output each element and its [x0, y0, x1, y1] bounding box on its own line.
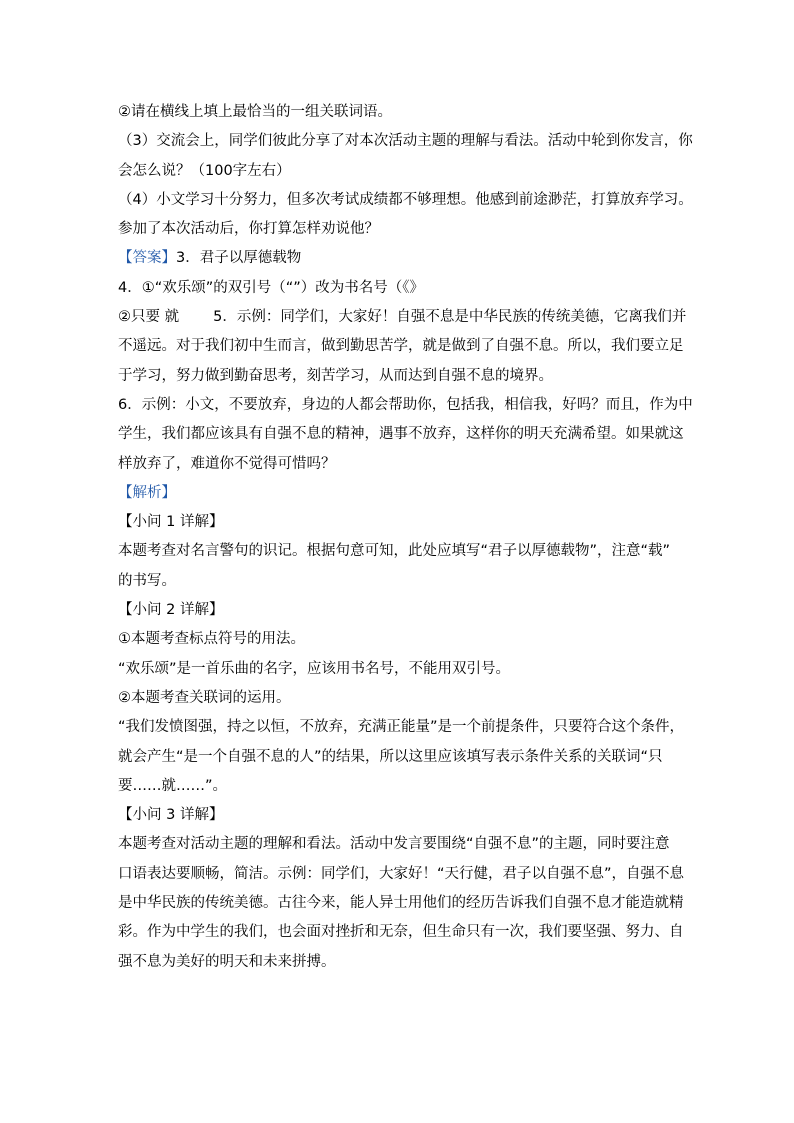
answer-text: 5．示例：同学们，大家好！自强不息是中华民族的传统美德，它离我们并: [213, 309, 687, 326]
answer-line: 6．示例：小文，不要放弃，身边的人都会帮助你，包括我，相信我，好吗？而且，作为中: [118, 396, 693, 413]
answer-line: 学生，我们都应该具有自强不息的精神，遇事不放弃，这样你的明天充满希望。如果就这: [118, 426, 684, 443]
question-line: 会怎么说？（100字左右）: [118, 162, 291, 179]
analysis-line: ①本题考查标点符号的用法。: [118, 631, 305, 648]
analysis-line: 的书写。: [118, 572, 176, 589]
analysis-tag: 【解析】: [118, 484, 176, 501]
analysis-line: 本题考查对名言警句的识记。根据句意可知，此处应填写“君子以厚德载物”，注意“载”: [118, 543, 671, 560]
analysis-line: 彩。作为中学生的我们，也会面对挫折和无奈，但生命只有一次，我们要坚强、努力、自: [118, 924, 684, 941]
question-line: 参加了本次活动后，你打算怎样劝说他？: [118, 221, 379, 238]
sub2-heading: 【小问 2 详解】: [118, 602, 224, 619]
analysis-line: 是中华民族的传统美德。古往今来，能人异士用他们的经历告诉我们自强不息才能造就精: [118, 895, 684, 912]
question-line: （4）小文学习十分努力，但多次考试成绩都不够理想。他感到前途渺茫，打算放弃学习。: [118, 191, 693, 208]
answer-fill: ②只要 就: [118, 309, 180, 326]
answer-line: 于学习，努力做到勤奋思考，刻苦学习，从而达到自强不息的境界。: [118, 367, 553, 384]
answer-line: 不遥远。对于我们初中生而言，做到勤思苦学，就是做到了自强不息。所以，我们要立足: [118, 338, 684, 355]
document-content: [118, 98, 693, 977]
analysis-line: ②本题考查关联词的运用。: [118, 689, 291, 706]
question-line: ②请在横线上填上最恰当的一组关联词语。: [118, 104, 392, 120]
analysis-line: 强不息为美好的明天和未来拼搏。: [118, 953, 336, 970]
answer-line: 样放弃了，难道你不觉得可惜吗？: [118, 455, 336, 472]
answer-line: 4．①“欢乐颂”的双引号（“”）改为书名号（《》: [118, 279, 425, 296]
answer-line: [118, 303, 687, 332]
question-line: （3）交流会上，同学们彼此分享了对本次活动主题的理解与看法。活动中轮到你发言，你: [118, 133, 693, 150]
sub1-heading: 【小问 1 详解】: [118, 514, 224, 531]
sub3-heading: 【小问 3 详解】: [118, 807, 224, 824]
answer-tag: 【答案】: [118, 250, 176, 267]
answer-line: [118, 244, 680, 273]
answer-text: 3．君子以厚德载物: [176, 250, 302, 267]
analysis-line: 口语表达要顺畅，简洁。示例：同学们，大家好！“天行健，君子以自强不息”，自强不息: [118, 865, 685, 882]
analysis-line: “我们发愤图强，持之以恒，不放弃，充满正能量”是一个前提条件，只要符合这个条件，: [118, 719, 685, 736]
analysis-line: 要……就……”。: [118, 777, 228, 794]
analysis-line: 本题考查对活动主题的理解和看法。活动中发言要围绕“自强不息”的主题，同时要注意: [118, 836, 670, 853]
analysis-heading: [118, 479, 680, 508]
analysis-line: 就会产生“是一个自强不息的人”的结果，所以这里应该填写表示条件关系的关联词“只: [118, 748, 663, 765]
analysis-line: “欢乐颂”是一首乐曲的名字，应该用书名号，不能用双引号。: [118, 660, 511, 677]
